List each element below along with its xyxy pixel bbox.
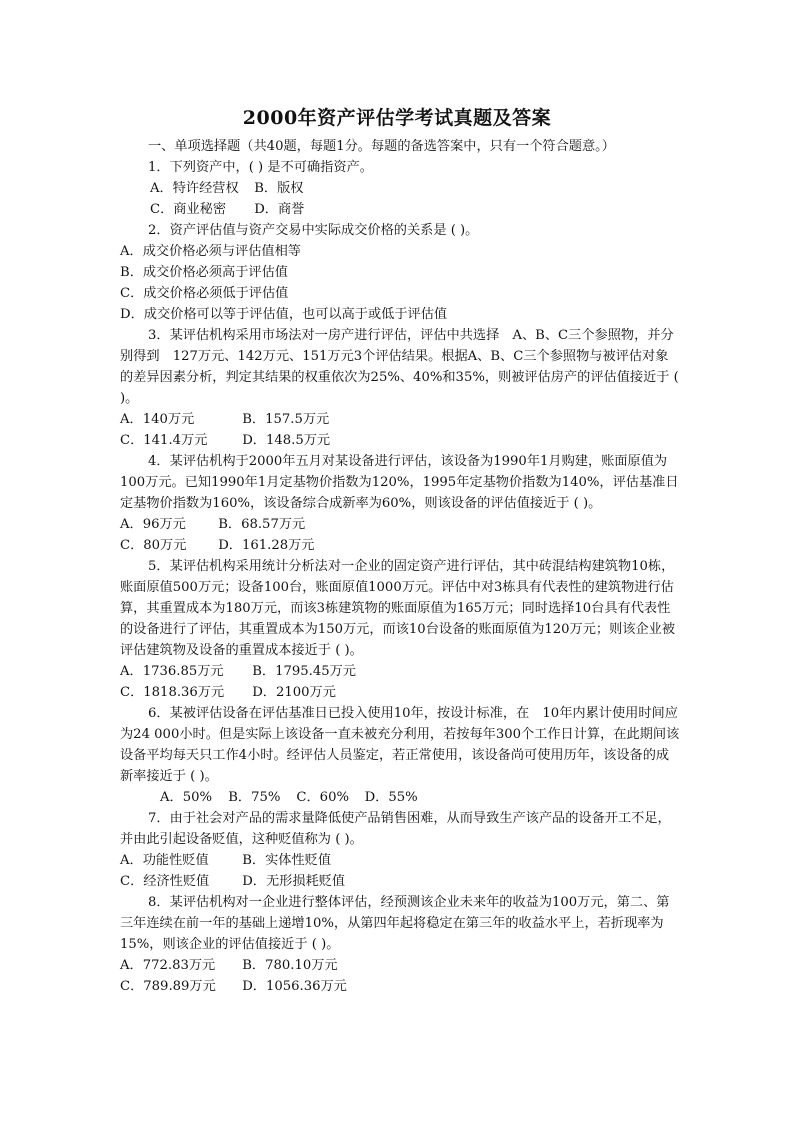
- question-7-stem: 7．由于社会对产品的需求量降低使产品销售困难，从而导致生产该产品的设备开工不足，并由此引起设备贬值，这种贬值称为 ( )。: [120, 811, 671, 847]
- question-8-option-b: B．780.10万元: [242, 958, 338, 973]
- question-1-options-row-2: [120, 199, 680, 220]
- question-7-options-row-1: [120, 850, 680, 871]
- question-5-option-d: D．2100万元: [252, 685, 336, 700]
- question-7-option-d: D．无形损耗贬值: [242, 874, 346, 889]
- question-7-option-b: B．实体性贬值: [242, 853, 332, 868]
- question-6-option-c: C．60%: [296, 790, 349, 805]
- question-5-option-c: C．1818.36万元: [120, 685, 225, 700]
- question-7-options-row-2: [120, 871, 680, 892]
- question-8-option-d: D．1056.36万元: [242, 979, 347, 994]
- question-4-option-c: C．80万元: [120, 538, 187, 553]
- question-4-option-d: D．161.28万元: [218, 538, 315, 553]
- question-6-option-d: D．55%: [364, 790, 418, 805]
- question-8-stem: 8．某评估机构对一企业进行整体评估，经预测该企业未来年的收益为100万元，第二、第三年连续在前一年的基础上递增10%，从第四年起将稳定在第三年的收益水平上，若折现率为15%，则该企业的评估值接近于 ( )。: [120, 895, 670, 952]
- question-8-options-row-1: [120, 955, 680, 976]
- question-8-option-a: A．772.83万元: [120, 958, 216, 973]
- document-body: [120, 136, 680, 997]
- question-4-options-row-2: [120, 535, 680, 556]
- question-3-option-d: D．148.5万元: [242, 433, 331, 448]
- question-5-stem: 5．某评估机构采用统计分析法对一企业的固定资产进行评估，其中砖混结构建筑物10栋，账面原值500万元；设备100台，账面原值1000万元。评估中对3栋具有代表性的建筑物进行估算，其重置成本为180万元，而该3栋建筑物的账面原值为165万元；同时选择10台具有代表性的设备进行了评估，其重置成本为150万元，而该10台设备的账面原值为120万元；则该企业被评估建筑物及设备的重置成本接近于 ( )。: [120, 559, 676, 658]
- question-3-stem: 3．某评估机构采用市场法对一房产进行评估，评估中共选择 A、B、C三个参照物，并分别得到 127万元、142万元、151万元3个评估结果。根据A、B、C三个参照物与被评估对象的差异因素分析，判定其结果的权重依次为25%、40%和35%，则被评估房产的评估值接近于 ( )。: [120, 328, 679, 406]
- question-6-stem: 6．某被评估设备在评估基准日已投入使用10年，按设计标准，在 10年内累计使用时间应为24 000小时。但是实际上该设备一直未被充分利用，若按每年300个工作日计算，在此期间该设备平均每天只工作4小时。经评估人员鉴定，若正常使用，该设备尚可使用历年，该设备的成新率接近于 ( )。: [120, 706, 680, 784]
- question-2-option-c: C．成交价格必须低于评估值: [120, 286, 289, 301]
- question-8-options-row-2: [120, 976, 680, 997]
- question-8-option-c: C．789.89万元: [120, 979, 216, 994]
- question-3-option-c: C．141.4万元: [120, 433, 208, 448]
- question-1-option-a: A．特许经营权: [150, 181, 239, 196]
- question-4-option-a: A．96万元: [120, 517, 186, 532]
- document-title: 2000年资产评估学考试真题及答案: [242, 107, 552, 129]
- question-1-options-row-1: [120, 178, 680, 199]
- question-4-stem: 4．某评估机构于2000年五月对某设备进行评估，该设备为1990年1月购建，账面原值为100万元。已知1990年1月定基物价指数为120%，1995年定基物价指数为140%，评估基准日定基物价指数为160%，该设备综合成新率为60%，则该设备的评估值接近于 ( )。: [120, 454, 679, 511]
- question-2-option-b: B．成交价格必须高于评估值: [120, 265, 288, 280]
- question-6-option-b: B．75%: [228, 790, 281, 805]
- section-heading: 一、单项选择题（共40题，每题1分。每题的备选答案中，只有一个符合题意。）: [148, 139, 615, 154]
- question-3-options-row-1: [120, 409, 680, 430]
- question-6-option-a: A．50%: [160, 790, 213, 805]
- question-2-option-a: A．成交价格必须与评估值相等: [120, 244, 301, 259]
- question-1-stem: 1．下列资产中，( ) 是不可确指资产。: [148, 160, 373, 175]
- question-5-options-row-2: [120, 682, 680, 703]
- question-5-options-row-1: [120, 661, 680, 682]
- question-1-option-d: D．商誉: [254, 202, 305, 217]
- question-1-option-c: C．商业秘密: [150, 202, 227, 217]
- question-7-option-a: A．功能性贬值: [120, 853, 209, 868]
- question-6-options-row: [120, 787, 680, 808]
- question-3-options-row-2: [120, 430, 680, 451]
- question-2-stem: 2．资产评估值与资产交易中实际成交价格的关系是 ( )。: [148, 223, 479, 238]
- question-4-option-b: B．68.57万元: [218, 517, 306, 532]
- question-5-option-b: B．1795.45万元: [252, 664, 356, 679]
- question-7-option-c: C．经济性贬值: [120, 874, 210, 889]
- question-1-option-b: B．版权: [254, 181, 304, 196]
- question-2-option-d: D．成交价格可以等于评估值，也可以高于或低于评估值: [120, 307, 448, 322]
- question-4-options-row-1: [120, 514, 680, 535]
- question-3-option-b: B．157.5万元: [242, 412, 330, 427]
- question-5-option-a: A．1736.85万元: [120, 664, 224, 679]
- question-3-option-a: A．140万元: [120, 412, 195, 427]
